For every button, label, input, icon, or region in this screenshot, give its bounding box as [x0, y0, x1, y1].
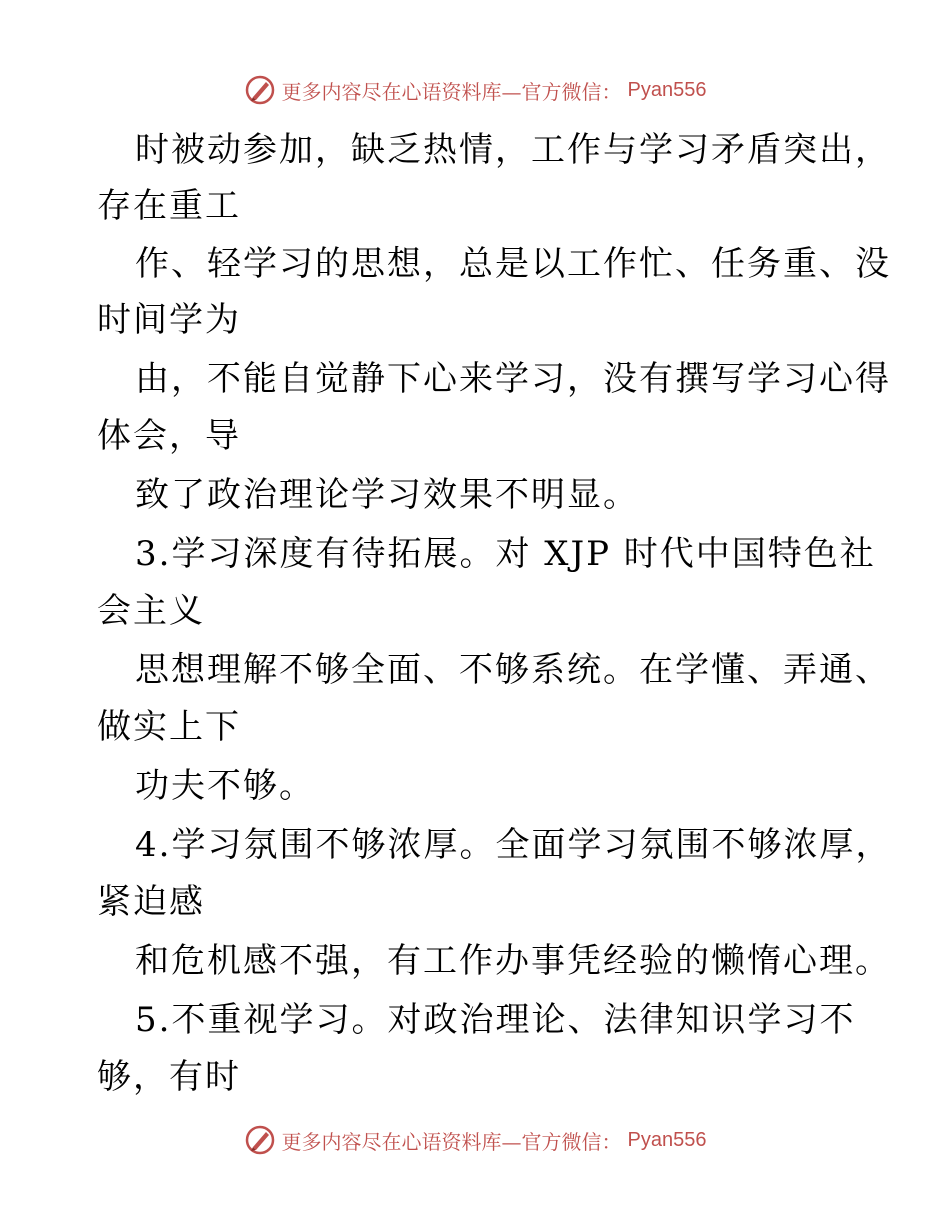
body-line: 5.不重视学习。对政治理论、法律知识学习不 — [135, 1000, 856, 1040]
body-line: 4.学习氛围不够浓厚。全面学习氛围不够浓厚， — [135, 825, 892, 865]
body-line: 时间学为 — [97, 300, 241, 340]
body-line: 做实上下 — [97, 707, 241, 747]
footer-banner-text: 更多内容尽在心语资料库—官方微信： — [281, 1129, 622, 1154]
body-line: 紧迫感 — [97, 882, 205, 922]
header-wechat-id: Pyan556 — [627, 78, 707, 101]
quill-pen-icon — [244, 74, 276, 106]
body-line: 存在重工 — [97, 186, 241, 226]
body-line: 功夫不够。 — [135, 766, 315, 806]
quill-pen-icon — [244, 1124, 276, 1156]
header-banner — [0, 70, 950, 110]
body-line: 致了政治理论学习效果不明显。 — [135, 475, 639, 515]
body-line: 思想理解不够全面、不够系统。在学懂、弄通、 — [135, 650, 891, 690]
body-line: 作、轻学习的思想，总是以工作忙、任务重、没 — [135, 244, 891, 284]
footer-wechat-id: Pyan556 — [627, 1128, 707, 1151]
body-line: 时被动参加，缺乏热情，工作与学习矛盾突出， — [135, 130, 891, 170]
body-line: 够，有时 — [97, 1057, 241, 1097]
body-line: 由，不能自觉静下心来学习，没有撰写学习心得 — [135, 359, 891, 399]
body-line: 会主义 — [97, 591, 205, 631]
body-line: 和危机感不强，有工作办事凭经验的懒惰心理。 — [135, 941, 891, 981]
body-line: 3.学习深度有待拓展。对 XJP 时代中国特色社 — [135, 534, 876, 574]
header-banner-text: 更多内容尽在心语资料库—官方微信： — [281, 79, 622, 104]
footer-banner — [0, 1120, 950, 1160]
body-line: 体会，导 — [97, 416, 241, 456]
